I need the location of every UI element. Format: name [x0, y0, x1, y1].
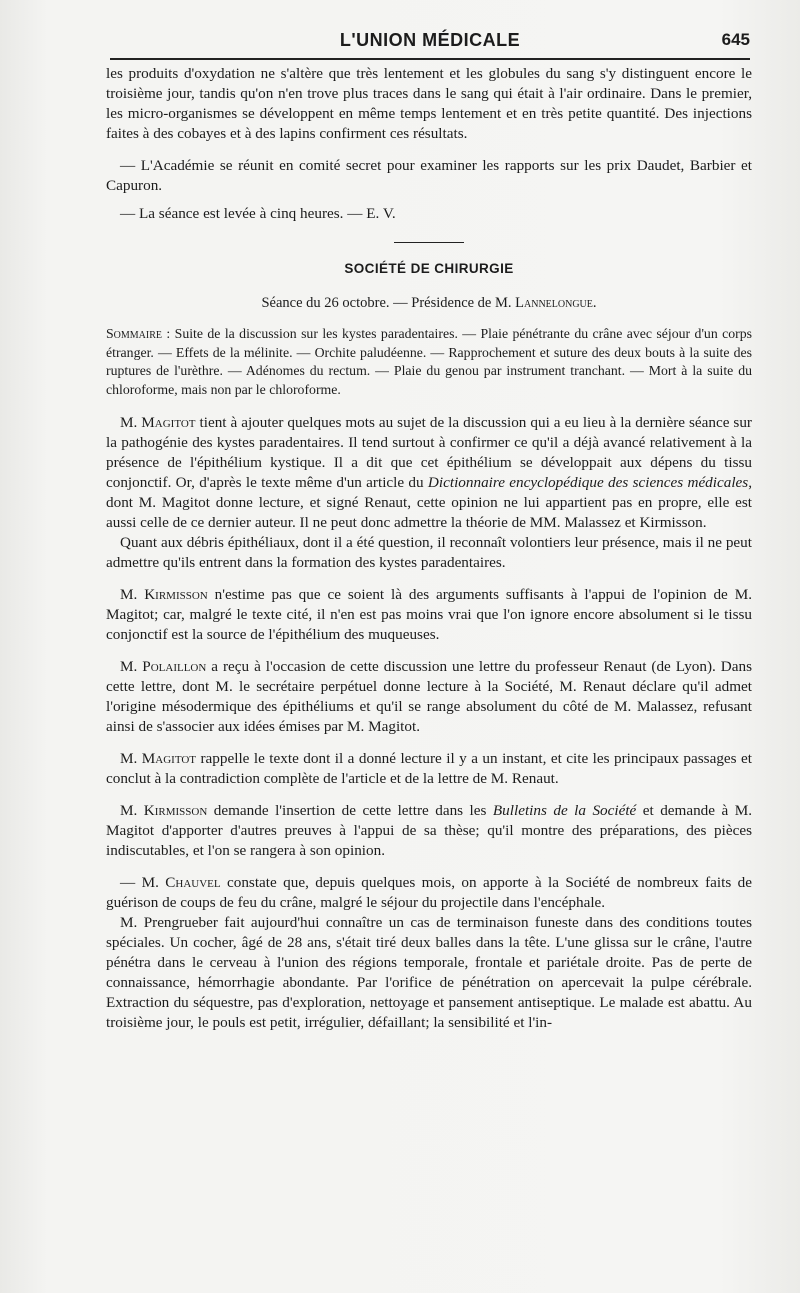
paragraph-text: demande l'insertion de cette lettre dans les	[213, 802, 487, 819]
speaker-name: — M. Chauvel	[120, 874, 221, 891]
paragraph-prengrueber: M. Prengrueber fait aujourd'hui connaître un cas de terminaison funeste dans des conditions toutes spéciales. Un cocher, âgé de 28 ans, s'était tiré deux balles dans la tête. L'une glissa sur le crâne, l'autre pénétra dans le cerveau à l'union des régions temporale, frontale et pariétale droite. Pas de perte de connaissance, hémorrhagie abondante. Par l'orifice de pénétration on apercevait la pulpe cérébrale. Extraction du séquestre, pas d'exploration, nettoyage et pansement antiseptique. Le malade est abattu. Au troisième jour, le pouls est petit, irrégulier, défaillant; la sensibilité et l'in-	[106, 914, 752, 1031]
paragraph-kirmisson-2	[106, 801, 752, 861]
session-line	[106, 293, 752, 313]
cited-work: Dictionnaire encyclopédique des sciences médicales	[427, 474, 749, 491]
paragraph-comite-secret: — L'Académie se réunit en comité secret pour examiner les rapports sur les prix Daudet, Barbier et Capuron.	[106, 157, 752, 194]
paragraph-text: a reçu à l'occasion de cette discussion une lettre du professeur Renaut (de Lyon). Dans cette lettre, dont M. le secrétaire perpétuel donne lecture à la Société, M. Renaut déclare qu'il admet l'origine mésodermique des épithéliums et qu'il se range absolument du côté de M. Malassez, refusant ainsi de s'associer aux idées émises par M. Magitot.	[106, 658, 753, 735]
paragraph-text: constate que, depuis quelques mois, on apporte à la Société de nombreux faits de guérison de coups de feu du crâne, malgré le séjour du projectile dans l'encéphale.	[106, 874, 752, 911]
session-president: Lannelongue.	[515, 295, 597, 311]
cited-work: Bulletins de la Société	[492, 802, 637, 819]
paragraph-seance-levee: — La séance est levée à cinq heures. — E. V.	[120, 205, 396, 222]
paragraph-text: et demande à M. Magitot d'apporter d'autres preuves à l'appui de sa thèse; qu'il montre des préparations, des pièces indiscutables, et l'on se rangera à son opinion.	[106, 802, 752, 859]
page-number: 645	[721, 30, 750, 49]
article-body	[106, 64, 752, 1033]
speaker-name: M. Magitot	[120, 750, 197, 767]
session-text: Séance du 26 octobre. — Présidence de M.	[261, 295, 512, 311]
sommaire-text: Suite de la discussion sur les kystes paradentaires. — Plaie pénétrante du crâne avec séjour d'un corps étranger. — Effets de la mélinite. — Orchite paludéenne. — Rapprochement et suture des deux bouts à la suite des ruptures de l'urèthre. — Adénomes du rectum. — Plaie du genou par instrument tranchant. — Mort à la suite du chloroforme, mais non par le chloroforme.	[106, 326, 753, 397]
paragraph-debris: Quant aux débris épithéliaux, dont il a été question, il reconnaît volontiers leur présence, mais il ne peut admettre qu'ils entrent dans la formation des kystes paradentaires.	[106, 534, 752, 571]
paragraph-oxydation: les produits d'oxydation ne s'altère que très lentement et les globules du sang s'y distinguent encore le troisième jour, tandis qu'on n'en trove plus traces dans le sang qui était à l'air ordinaire. Dans le premier, les micro-organismes se développent en même temps lentement et en très petite quantité. Des injections faites à des cobayes et à des lapins confirment ces résultats.	[106, 65, 752, 142]
sommaire-label: Sommaire :	[106, 326, 171, 341]
journal-title: L'UNION MÉDICALE	[339, 30, 521, 50]
running-header	[110, 28, 750, 60]
speaker-name: M. Kirmisson	[120, 586, 208, 603]
paragraph-kirmisson-1	[106, 585, 752, 645]
paragraph-text: tient à ajouter quelques mots au sujet de la discussion qui a eu lieu à la dernière séance sur la pathogénie des kystes paradentaires. Il tend surtout à confirmer ce qu'il a déjà avancé relativement à la présence de l'épithélium kystique. Il a dit que cet épithélium se développait aux dépens du tissu conjonctif. Or, d'après le texte même d'un article du	[106, 414, 752, 491]
paragraph-chauvel	[106, 873, 752, 913]
paragraph-magitot-1	[106, 413, 752, 533]
paragraph-text: rappelle le texte dont il a donné lecture il y a un instant, et cite les principaux passages et conclut à la contradiction complète de l'article et de la lettre de M. Renaut.	[106, 750, 753, 787]
speaker-name: M. Polaillon	[120, 658, 207, 675]
speaker-name: M. Magitot	[120, 414, 196, 431]
sommaire	[106, 325, 752, 399]
section-title: SOCIÉTÉ DE CHIRURGIE	[344, 261, 514, 276]
paragraph-text: n'estime pas que ce soient là des arguments suffisants à l'appui de l'opinion de M. Magitot; car, malgré le texte cité, il n'en est pas moins vrai que l'on ignore encore absolument si le tissu conjonctif est la source de l'épithélium des muqueuses.	[106, 586, 752, 643]
paragraph-polaillon	[106, 657, 752, 737]
paragraph-magitot-2	[106, 749, 752, 789]
paragraph-text: , dont M. Magitot donne lecture, et signé Renaut, cette opinion ne lui appartient pas en propre, elle est aussi celle de ce dernier auteur. Il ne peut donc admettre la théorie de MM. Malassez et Kirmisson.	[106, 474, 752, 531]
section-divider	[394, 242, 464, 243]
speaker-name: M. Kirmisson	[120, 802, 208, 819]
